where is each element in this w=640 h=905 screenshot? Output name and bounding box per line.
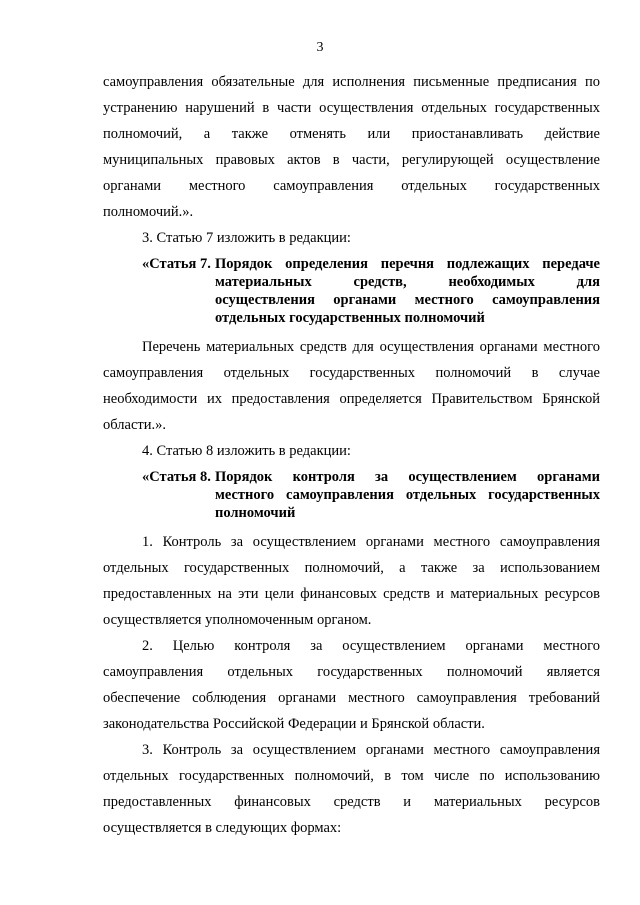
text-line: полномочий, а также отменять или приостанавливать действие [103, 126, 600, 142]
text-line: предоставленных финансовых средств и материальных ресурсов [103, 794, 600, 810]
article-7-heading-line: осуществления органами местного самоуправления [215, 292, 600, 308]
text-line: отдельных государственных полномочий, в том числе по использованию [103, 768, 600, 784]
text-line: муниципальных правовых актов в части, регулирующей осуществление [103, 152, 600, 168]
text-line: органами местного самоуправления отдельных государственных [103, 178, 600, 194]
article-7-heading-line: Порядок определения перечня подлежащих передаче [215, 256, 600, 272]
article-8-label: «Статья 8. [142, 469, 211, 485]
text-line: отдельных государственных полномочий, а также за использованием [103, 560, 600, 576]
article-8-heading-line: полномочий [215, 505, 296, 521]
article-7-label: «Статья 7. [142, 256, 211, 272]
text-line: необходимости их предоставления определяется Правительством Брянской [103, 391, 600, 407]
amendment-instruction: 3. Статью 7 изложить в редакции: [142, 230, 351, 246]
text-line: 3. Контроль за осуществлением органами местного самоуправления [142, 742, 600, 758]
article-8-heading-line: местного самоуправления отдельных государственных [215, 487, 600, 503]
text-line: области.». [103, 417, 166, 433]
amendment-instruction: 4. Статью 8 изложить в редакции: [142, 443, 351, 459]
text-line: осуществляется уполномоченным органом. [103, 612, 372, 628]
scan-mark [140, 838, 200, 839]
text-line: Перечень материальных средств для осуществления органами местного [142, 339, 600, 355]
page-number: 3 [316, 40, 324, 55]
text-line: осуществляется в следующих формах: [103, 820, 342, 836]
text-line: устранению нарушений в части осуществления отдельных государственных [103, 100, 600, 116]
text-line: обеспечение соблюдения органами местного самоуправления требований [103, 690, 600, 706]
text-line: самоуправления отдельных государственных полномочий является [103, 664, 600, 680]
text-line: 1. Контроль за осуществлением органами местного самоуправления [142, 534, 600, 550]
article-7-heading-line: материальных средств, необходимых для [215, 274, 600, 290]
text-line: предоставленных на эти цели финансовых средств и материальных ресурсов [103, 586, 600, 602]
text-line: самоуправления обязательные для исполнения письменные предписания по [103, 74, 600, 90]
text-line: законодательства Российской Федерации и Брянской области. [103, 716, 485, 732]
text-line: 2. Целью контроля за осуществлением органами местного [142, 638, 600, 654]
text-line: самоуправления отдельных государственных полномочий в случае [103, 365, 600, 381]
article-8-heading-line: Порядок контроля за осуществлением органами [215, 469, 600, 485]
text-line: полномочий.». [103, 204, 194, 220]
article-7-heading-line: отдельных государственных полномочий [215, 310, 485, 326]
